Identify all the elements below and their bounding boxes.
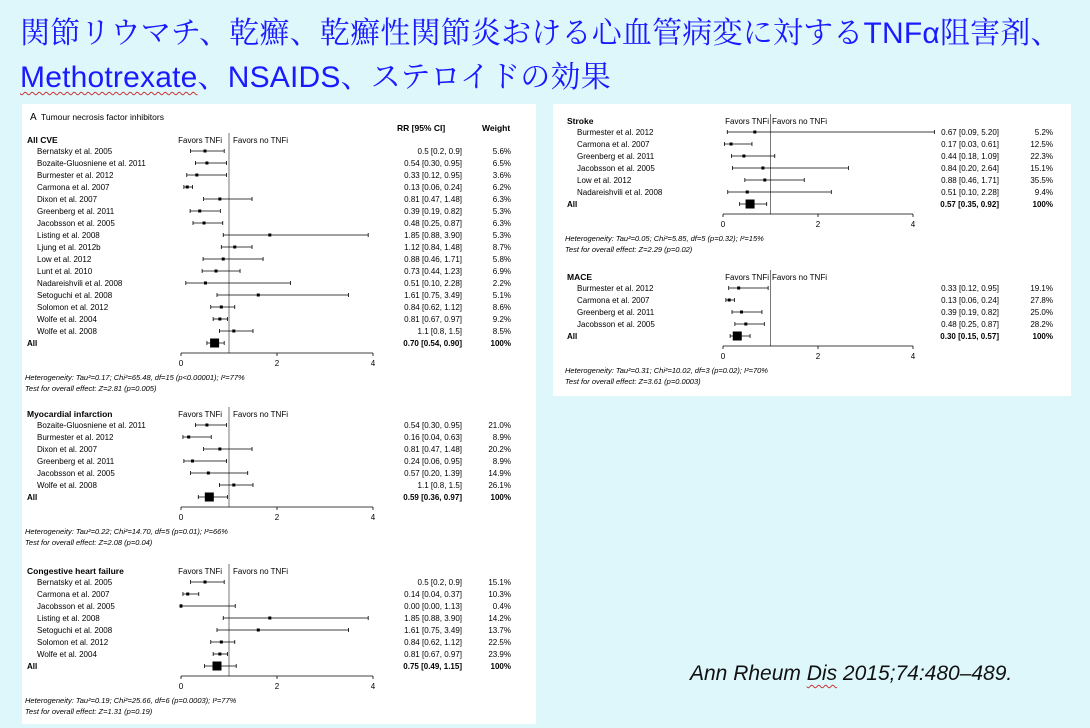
- weight-value: 14.2%: [488, 614, 511, 623]
- point-estimate-marker: [186, 593, 189, 596]
- overall-weight: 100%: [490, 339, 511, 348]
- rr-ci-value: 0.54 [0.30, 0.95]: [404, 159, 462, 168]
- rr-ci-value: 0.44 [0.18, 1.09]: [941, 152, 999, 161]
- point-estimate-marker: [257, 629, 260, 632]
- study-name: Wolfe et al. 2008: [37, 327, 97, 336]
- slide-title-methotrexate: Methotrexate: [20, 61, 198, 94]
- weight-value: 5.2%: [1034, 128, 1053, 137]
- overall-label: All: [27, 493, 38, 502]
- rr-ci-value: 1.1 [0.8, 1.5]: [417, 481, 462, 490]
- point-estimate-marker: [195, 174, 198, 177]
- weight-value: 14.9%: [488, 469, 511, 478]
- weight-value: 15.1%: [1030, 164, 1053, 173]
- weight-value: 19.1%: [1030, 284, 1053, 293]
- heterogeneity-text: Heterogeneity: Tau²=0.05; Chi²=5.85, df=5 (p=0.32); I²=15%: [565, 234, 764, 243]
- overall-label: All: [27, 662, 38, 671]
- point-estimate-marker: [268, 234, 271, 237]
- study-name: Lunt et al. 2010: [37, 267, 93, 276]
- heterogeneity-text: Heterogeneity: Tau²=0.22; Chi²=14.70, df=5 (p=0.01); I²=66%: [25, 527, 228, 536]
- study-name: Jacobsson et al. 2005: [37, 469, 115, 478]
- forest-plot-panel-stroke-mace: [553, 104, 1071, 396]
- citation-dis: Dis: [806, 662, 838, 685]
- study-name: Low et al. 2012: [577, 176, 632, 185]
- study-name: Jacobsson et al. 2005: [577, 164, 655, 173]
- point-estimate-marker: [740, 311, 743, 314]
- rr-ci-value: 0.84 [0.62, 1.12]: [404, 638, 462, 647]
- study-name: Burmester et al. 2012: [37, 171, 114, 180]
- x-axis-tick-label: 4: [370, 359, 376, 368]
- x-axis-tick-label: 4: [910, 352, 916, 361]
- rr-ci-value: 0.39 [0.19, 0.82]: [404, 207, 462, 216]
- rr-ci-value: 1.1 [0.8, 1.5]: [417, 327, 462, 336]
- rr-ci-value: 1.85 [0.88, 3.90]: [404, 614, 462, 623]
- rr-ci-value: 0.81 [0.47, 1.48]: [404, 445, 462, 454]
- overall-rr-ci: 0.57 [0.35, 0.92]: [940, 200, 999, 209]
- rr-ci-value: 0.81 [0.47, 1.48]: [404, 195, 462, 204]
- weight-value: 5.8%: [492, 255, 511, 264]
- study-name: Jacobsson et al. 2005: [37, 219, 115, 228]
- group-title: Stroke: [567, 116, 594, 126]
- favors-tnfi-label: Favors TNFi: [178, 567, 222, 576]
- overall-weight: 100%: [1032, 200, 1053, 209]
- weight-value: 8.5%: [492, 327, 511, 336]
- panel-a-letter: A: [30, 112, 37, 123]
- point-estimate-marker: [742, 155, 745, 158]
- study-name: Listing et al. 2008: [37, 231, 100, 240]
- study-name: Carmona et al. 2007: [37, 590, 110, 599]
- weight-value: 35.5%: [1030, 176, 1053, 185]
- x-axis-tick-label: 2: [815, 220, 821, 229]
- weight-value: 25.0%: [1030, 308, 1053, 317]
- point-estimate-marker: [753, 131, 756, 134]
- rr-ci-value: 0.33 [0.12, 0.95]: [941, 284, 999, 293]
- overall-effect-text: Test for overall effect: Z=1.31 (p=0.19): [25, 707, 153, 716]
- point-estimate-marker: [746, 191, 749, 194]
- point-estimate-marker: [744, 323, 747, 326]
- forest-plot-b: [553, 104, 1071, 396]
- point-estimate-marker: [205, 424, 208, 427]
- point-estimate-marker: [761, 167, 764, 170]
- citation-rest: 2015;74:480–489.: [837, 662, 1013, 685]
- weight-value: 15.1%: [488, 578, 511, 587]
- panel-a-title: Tumour necrosis factor inhibitors: [41, 112, 164, 122]
- point-estimate-marker: [186, 186, 189, 189]
- forest-plot-a: [22, 104, 536, 724]
- group-title: Congestive heart failure: [27, 566, 124, 576]
- rr-ci-value: 0.16 [0.04, 0.63]: [404, 433, 462, 442]
- weight-value: 20.2%: [488, 445, 511, 454]
- weight-value: 23.9%: [488, 650, 511, 659]
- x-axis-tick-label: 0: [178, 359, 184, 368]
- overall-effect-text: Test for overall effect: Z=2.08 (p=0.04): [25, 538, 153, 547]
- weight-value: 6.3%: [492, 195, 511, 204]
- overall-label: All: [567, 332, 578, 341]
- overall-effect-text: Test for overall effect: Z=2.29 (p=0.02): [565, 245, 693, 254]
- weight-value: 22.3%: [1030, 152, 1053, 161]
- favors-no-tnfi-label: Favors no TNFi: [772, 273, 827, 282]
- study-name: Low et al. 2012: [37, 255, 92, 264]
- overall-label: All: [27, 339, 38, 348]
- favors-no-tnfi-label: Favors no TNFi: [233, 410, 288, 419]
- point-estimate-marker: [204, 581, 207, 584]
- study-name: Jacobsson et al. 2005: [577, 320, 655, 329]
- favors-tnfi-label: Favors TNFi: [178, 136, 222, 145]
- rr-ci-value: 0.67 [0.09, 5.20]: [941, 128, 999, 137]
- favors-tnfi-label: Favors TNFi: [725, 117, 769, 126]
- pooled-estimate-marker: [213, 662, 222, 671]
- column-header-weight: Weight: [482, 123, 511, 133]
- x-axis-tick-label: 4: [370, 682, 376, 691]
- x-axis-tick-label: 2: [274, 359, 280, 368]
- weight-value: 5.1%: [492, 291, 511, 300]
- study-name: Greenberg et al. 2011: [37, 457, 115, 466]
- weight-value: 6.5%: [492, 159, 511, 168]
- overall-weight: 100%: [490, 493, 511, 502]
- weight-value: 28.2%: [1030, 320, 1053, 329]
- favors-no-tnfi-label: Favors no TNFi: [772, 117, 827, 126]
- favors-tnfi-label: Favors TNFi: [178, 410, 222, 419]
- weight-value: 9.2%: [492, 315, 511, 324]
- point-estimate-marker: [218, 318, 221, 321]
- weight-value: 3.6%: [492, 171, 511, 180]
- slide-title: [20, 12, 1080, 100]
- study-name: Bernatsky et al. 2005: [37, 578, 113, 587]
- rr-ci-value: 0.81 [0.67, 0.97]: [404, 650, 462, 659]
- rr-ci-value: 0.13 [0.06, 0.24]: [404, 183, 462, 192]
- point-estimate-marker: [198, 210, 201, 213]
- rr-ci-value: 0.17 [0.03, 0.61]: [941, 140, 999, 149]
- x-axis-tick-label: 2: [274, 682, 280, 691]
- x-axis-tick-label: 2: [274, 513, 280, 522]
- rr-ci-value: 0.39 [0.19, 0.82]: [941, 308, 999, 317]
- point-estimate-marker: [730, 143, 733, 146]
- study-name: Bernatsky et al. 2005: [37, 147, 113, 156]
- point-estimate-marker: [728, 299, 731, 302]
- weight-value: 10.3%: [488, 590, 511, 599]
- point-estimate-marker: [763, 179, 766, 182]
- rr-ci-value: 0.13 [0.06, 0.24]: [941, 296, 999, 305]
- study-name: Nadareishvili et al. 2008: [577, 188, 663, 197]
- study-name: Listing et al. 2008: [37, 614, 100, 623]
- study-name: Wolfe et al. 2004: [37, 315, 97, 324]
- weight-value: 26.1%: [488, 481, 511, 490]
- point-estimate-marker: [222, 258, 225, 261]
- weight-value: 2.2%: [492, 279, 511, 288]
- x-axis-tick-label: 4: [910, 220, 916, 229]
- rr-ci-value: 0.73 [0.44, 1.23]: [404, 267, 462, 276]
- study-name: Bozaite-Gluosniene et al. 2011: [37, 421, 146, 430]
- pooled-estimate-marker: [746, 200, 755, 209]
- rr-ci-value: 0.5 [0.2, 0.9]: [417, 578, 462, 587]
- rr-ci-value: 0.54 [0.30, 0.95]: [404, 421, 462, 430]
- study-name: Carmona et al. 2007: [37, 183, 110, 192]
- study-name: Dixon et al. 2007: [37, 445, 98, 454]
- rr-ci-value: 1.61 [0.75, 3.49]: [404, 291, 462, 300]
- study-name: Wolfe et al. 2008: [37, 481, 97, 490]
- study-name: Setoguchi et al. 2008: [37, 291, 113, 300]
- weight-value: 5.6%: [492, 147, 511, 156]
- point-estimate-marker: [191, 460, 194, 463]
- weight-value: 21.0%: [488, 421, 511, 430]
- point-estimate-marker: [205, 162, 208, 165]
- study-name: Bozaite-Gluosniene et al. 2011: [37, 159, 146, 168]
- study-name: Nadareishvili et al. 2008: [37, 279, 123, 288]
- weight-value: 5.3%: [492, 207, 511, 216]
- rr-ci-value: 1.85 [0.88, 3.90]: [404, 231, 462, 240]
- favors-tnfi-label: Favors TNFi: [725, 273, 769, 282]
- slide-title-part1: 関節リウマチ、乾癬、乾癬性関節炎おける心血管病変に対するTNFα阻害剤、: [20, 17, 1061, 50]
- study-name: Greenberg et al. 2011: [577, 308, 655, 317]
- x-axis-tick-label: 0: [178, 513, 184, 522]
- rr-ci-value: 0.00 [0.00, 1.13]: [404, 602, 462, 611]
- rr-ci-value: 0.51 [0.10, 2.28]: [404, 279, 462, 288]
- study-name: Solomon et al. 2012: [37, 638, 109, 647]
- point-estimate-marker: [187, 436, 190, 439]
- group-title: MACE: [567, 272, 593, 282]
- rr-ci-value: 0.88 [0.46, 1.71]: [404, 255, 462, 264]
- x-axis-tick-label: 0: [720, 352, 726, 361]
- rr-ci-value: 0.84 [0.62, 1.12]: [404, 303, 462, 312]
- point-estimate-marker: [232, 330, 235, 333]
- study-name: Burmester et al. 2012: [37, 433, 114, 442]
- point-estimate-marker: [204, 282, 207, 285]
- overall-rr-ci: 0.70 [0.54, 0.90]: [403, 339, 462, 348]
- point-estimate-marker: [207, 472, 210, 475]
- weight-value: 8.7%: [492, 243, 511, 252]
- point-estimate-marker: [215, 270, 218, 273]
- group-title: All CVE: [27, 135, 58, 145]
- rr-ci-value: 0.51 [0.10, 2.28]: [941, 188, 999, 197]
- weight-value: 9.4%: [1034, 188, 1053, 197]
- overall-weight: 100%: [490, 662, 511, 671]
- rr-ci-value: 0.88 [0.46, 1.71]: [941, 176, 999, 185]
- overall-rr-ci: 0.59 [0.36, 0.97]: [403, 493, 462, 502]
- point-estimate-marker: [218, 198, 221, 201]
- heterogeneity-text: Heterogeneity: Tau²=0.17; Chi²=65.48, df=15 (p<0.00001); I²=77%: [25, 373, 245, 382]
- weight-value: 8.9%: [492, 457, 511, 466]
- rr-ci-value: 0.81 [0.67, 0.97]: [404, 315, 462, 324]
- slide-title-part2: 、NSAIDS、ステロイドの効果: [197, 61, 611, 94]
- citation-journal: Ann Rheum: [690, 662, 807, 685]
- point-estimate-marker: [233, 246, 236, 249]
- pooled-estimate-marker: [733, 332, 742, 341]
- heterogeneity-text: Heterogeneity: Tau²=0.19; Chi²=25.66, df=6 (p=0.0003); I²=77%: [25, 696, 237, 705]
- forest-plot-panel-tnfi-cve: [22, 104, 536, 724]
- study-name: Burmester et al. 2012: [577, 284, 654, 293]
- point-estimate-marker: [180, 605, 183, 608]
- x-axis-tick-label: 4: [370, 513, 376, 522]
- rr-ci-value: 0.57 [0.20, 1.39]: [404, 469, 462, 478]
- rr-ci-value: 0.5 [0.2, 0.9]: [417, 147, 462, 156]
- point-estimate-marker: [737, 287, 740, 290]
- pooled-estimate-marker: [210, 339, 219, 348]
- weight-value: 13.7%: [488, 626, 511, 635]
- favors-no-tnfi-label: Favors no TNFi: [233, 136, 288, 145]
- overall-rr-ci: 0.75 [0.49, 1.15]: [403, 662, 462, 671]
- study-name: Jacobsson et al. 2005: [37, 602, 115, 611]
- rr-ci-value: 0.48 [0.25, 0.87]: [404, 219, 462, 228]
- study-name: Setoguchi et al. 2008: [37, 626, 113, 635]
- study-name: Dixon et al. 2007: [37, 195, 98, 204]
- overall-effect-text: Test for overall effect: Z=2.81 (p=0.005): [25, 384, 157, 393]
- study-name: Ljung et al. 2012b: [37, 243, 101, 252]
- point-estimate-marker: [203, 222, 206, 225]
- rr-ci-value: 0.84 [0.20, 2.64]: [941, 164, 999, 173]
- weight-value: 8.9%: [492, 433, 511, 442]
- weight-value: 0.4%: [492, 602, 511, 611]
- point-estimate-marker: [257, 294, 260, 297]
- group-title: Myocardial infarction: [27, 409, 113, 419]
- weight-value: 6.9%: [492, 267, 511, 276]
- study-name: Carmona et al. 2007: [577, 140, 650, 149]
- rr-ci-value: 1.61 [0.75, 3.49]: [404, 626, 462, 635]
- point-estimate-marker: [220, 641, 223, 644]
- citation: [690, 662, 1012, 686]
- point-estimate-marker: [204, 150, 207, 153]
- overall-effect-text: Test for overall effect: Z=3.61 (p=0.0003): [565, 377, 701, 386]
- weight-value: 6.3%: [492, 219, 511, 228]
- overall-label: All: [567, 200, 578, 209]
- x-axis-tick-label: 2: [815, 352, 821, 361]
- pooled-estimate-marker: [205, 493, 214, 502]
- weight-value: 12.5%: [1030, 140, 1053, 149]
- point-estimate-marker: [218, 653, 221, 656]
- study-name: Solomon et al. 2012: [37, 303, 109, 312]
- point-estimate-marker: [232, 484, 235, 487]
- point-estimate-marker: [268, 617, 271, 620]
- weight-value: 6.2%: [492, 183, 511, 192]
- rr-ci-value: 0.48 [0.25, 0.87]: [941, 320, 999, 329]
- point-estimate-marker: [218, 448, 221, 451]
- column-header-rr: RR [95% CI]: [397, 123, 446, 133]
- rr-ci-value: 1.12 [0.84, 1.48]: [404, 243, 462, 252]
- rr-ci-value: 0.14 [0.04, 0.37]: [404, 590, 462, 599]
- weight-value: 22.5%: [488, 638, 511, 647]
- study-name: Burmester et al. 2012: [577, 128, 654, 137]
- rr-ci-value: 0.24 [0.06, 0.95]: [404, 457, 462, 466]
- study-name: Wolfe et al. 2004: [37, 650, 97, 659]
- overall-weight: 100%: [1032, 332, 1053, 341]
- heterogeneity-text: Heterogeneity: Tau²=0.31; Chi²=10.02, df=3 (p=0.02); I²=70%: [565, 366, 768, 375]
- favors-no-tnfi-label: Favors no TNFi: [233, 567, 288, 576]
- overall-rr-ci: 0.30 [0.15, 0.57]: [940, 332, 999, 341]
- x-axis-tick-label: 0: [720, 220, 726, 229]
- rr-ci-value: 0.33 [0.12, 0.95]: [404, 171, 462, 180]
- point-estimate-marker: [220, 306, 223, 309]
- study-name: Carmona et al. 2007: [577, 296, 650, 305]
- study-name: Greenberg et al. 2011: [577, 152, 655, 161]
- x-axis-tick-label: 0: [178, 682, 184, 691]
- weight-value: 5.3%: [492, 231, 511, 240]
- study-name: Greenberg et al. 2011: [37, 207, 115, 216]
- weight-value: 8.6%: [492, 303, 511, 312]
- weight-value: 27.8%: [1030, 296, 1053, 305]
